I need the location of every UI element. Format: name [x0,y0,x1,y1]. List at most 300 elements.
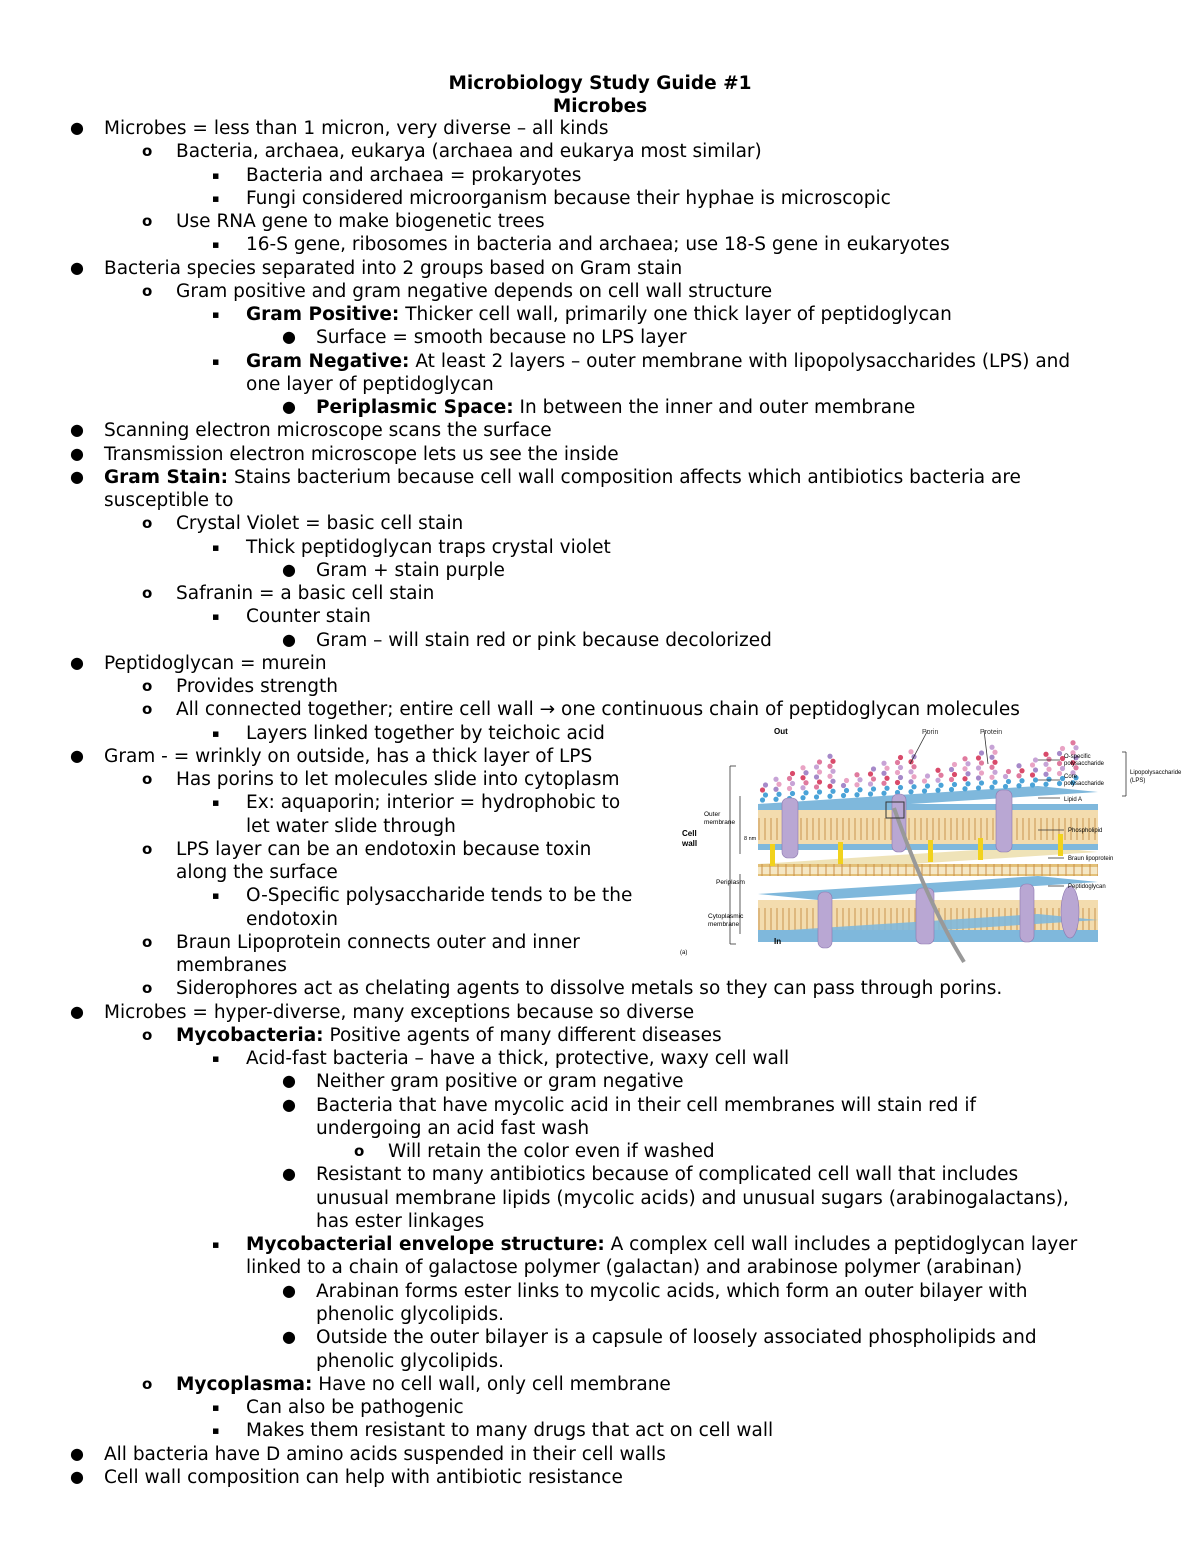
lps-bead [976,755,981,760]
lps-bead [895,760,900,765]
term-label: Mycobacterial envelope structure: [246,1234,605,1256]
list-item [104,1001,694,1024]
lps-bead [1016,763,1021,768]
list-item [316,1303,504,1326]
list-item [104,443,619,466]
lps-bead [935,778,940,783]
term-label: Mycoplasma: [176,1373,313,1395]
bullet-square-icon: ▪ [212,726,220,740]
lps-bead [1033,777,1038,782]
lps-bead [992,750,997,755]
label-braun: Braun lipoprotein [1068,856,1114,862]
list-item [176,140,762,163]
bullet-circle-icon: o [142,770,153,789]
list-item-text: phenolic glycolipids. [316,1350,504,1372]
list-item [316,1070,684,1093]
label-o-specific-2: polysaccharide [1064,761,1105,767]
list-item-text: has ester linkages [316,1210,485,1232]
bullet-circle-icon: o [142,839,153,858]
bullet-circle-icon: o [142,281,153,300]
lps-bead [800,775,805,780]
lps-bead [803,780,808,785]
list-item [104,1466,623,1489]
bullet-disc-icon: ● [282,397,296,417]
list-item-text: membranes [176,955,287,977]
list-item-text: Peptidoglycan = murein [104,652,327,674]
list-item-text: Microbes = less than 1 micron, very diverse – all kinds [104,118,609,139]
list-item [246,164,581,187]
lps-bead [1019,768,1024,773]
label-protein: Protein [980,729,1003,736]
lps-bead [1016,783,1021,788]
list-item [176,768,620,791]
lps-bead [949,767,954,772]
list-item [316,326,687,349]
lps-bead [868,771,873,776]
list-item-text: Fungi considered microorganism because their hyphae is microscopic [246,187,891,209]
list-item-text: along the surface [176,862,338,884]
list-item [246,303,952,326]
bullet-disc-icon: ● [282,559,296,579]
bullet-square-icon: ▪ [212,354,220,368]
list-item-text: one layer of peptidoglycan [246,373,494,395]
bullet-square-icon: ▪ [212,610,220,624]
lps-bead [938,783,943,788]
lps-bead [871,786,876,791]
lps-bead [962,766,967,771]
bullet-square-icon: ▪ [212,238,220,252]
list-item [246,350,1070,373]
bullet-circle-icon: o [142,1374,153,1393]
list-item [316,1350,504,1373]
list-item-text: Scanning electron microscope scans the surface [104,420,552,442]
label-cytoplasmic-membrane-1: Cytoplasmic [708,913,744,920]
lps-bead [1003,774,1008,779]
section-heading: Microbes [552,96,648,117]
list-item-text: All connected together; entire cell wall → one continuous chain of peptidoglycan molecules [176,699,1020,721]
lps-bead [898,765,903,770]
lps-bead [1030,762,1035,767]
lps-bead [1057,781,1062,786]
lps-bead [776,782,781,787]
list-item-text: undergoing an acid fast wash [316,1117,590,1139]
list-item [316,1163,1018,1186]
label-peptidoglycan: Peptidoglycan [1068,884,1106,890]
lps-bead [844,788,849,793]
lps-bead [1043,772,1048,777]
list-item [176,838,591,861]
lps-bead [908,749,913,754]
bullet-disc-icon: ● [70,1466,84,1486]
list-item-text: 16-S gene, ribosomes in bacteria and archaea; use 18-S gene in eukaryotes [246,234,950,256]
list-item-text: Thicker cell wall, primarily one thick layer of peptidoglycan [399,304,952,326]
lps-bead [922,788,927,793]
lps-bead [949,787,954,792]
lps-bead [898,775,903,780]
bullet-disc-icon: ● [282,1280,296,1300]
lps-bead [989,785,994,790]
bullet-circle-icon: o [142,677,153,696]
label-out: Out [774,727,788,736]
lps-bead [814,774,819,779]
list-item [316,559,505,582]
lps-bead [854,792,859,797]
list-item-text: Outside the outer bilayer is a capsule of loosely associated phospholipids and [316,1327,1037,1349]
bullet-square-icon: ▪ [212,1238,220,1252]
list-item [246,1047,789,1070]
list-item [176,977,1002,1000]
label-lps-2: (LPS) [1130,778,1146,784]
lps-bead [827,784,832,789]
list-item [104,745,592,768]
lps-bead [1043,782,1048,787]
list-item [316,1094,976,1117]
lps-bead [965,771,970,776]
bullet-circle-icon: o [142,932,153,951]
lps-bead [881,791,886,796]
lps-bead [814,784,819,789]
list-item [176,280,772,303]
list-item-text: Bacteria and archaea = prokaryotes [246,164,582,186]
bullet-disc-icon: ● [282,1094,296,1114]
bullet-disc-icon: ● [282,327,296,347]
list-item [104,489,233,512]
lps-bead [989,745,994,750]
lps-bead [1057,761,1062,766]
lps-bead [1057,771,1062,776]
lps-bead [922,778,927,783]
label-outer-membrane-2: membrane [704,819,736,826]
bullet-square-icon: ▪ [212,308,220,322]
lps-bead [938,773,943,778]
lps-bead [911,774,916,779]
label-porin: Porin [922,729,939,736]
lps-bead [911,764,916,769]
list-item-text: Gram - = wrinkly on outside, has a thick layer of LPS [104,745,593,767]
list-item [316,1187,1069,1210]
bullet-disc-icon: ● [70,652,84,672]
list-item [316,1117,589,1140]
bullet-circle-icon: o [142,979,153,998]
list-item [316,629,772,652]
lps-bead [925,783,930,788]
list-item-text: Cell wall composition can help with antibiotic resistance [104,1466,623,1488]
gram-negative-cell-envelope-figure [678,724,1198,964]
bullet-square-icon: ▪ [212,191,220,205]
bullet-disc-icon: ● [282,629,296,649]
lps-bead [817,759,822,764]
list-item [246,884,632,907]
lps-bead [1073,745,1078,750]
lps-bead [827,764,832,769]
lps-bead [1016,773,1021,778]
lps-bead [1033,767,1038,772]
lps-bead [1030,772,1035,777]
list-item [104,257,682,280]
lps-bead [895,770,900,775]
label-part: (a) [680,950,688,956]
label-lps-1: Lipopolysaccharide [1130,770,1182,776]
bullet-disc-icon: ● [70,257,84,277]
lps-bead [1030,782,1035,787]
bullet-disc-icon: ● [282,1071,296,1091]
list-item-text: Gram – will stain red or pink because decolorized [316,629,772,651]
lps-bead [925,773,930,778]
lps-bead [952,772,957,777]
list-item-text: Bacteria, archaea, eukarya (archaea and eukarya most similar) [176,141,762,163]
lps-bead [787,776,792,781]
lps-bead [803,770,808,775]
lps-bead [800,795,805,800]
lps-bead [992,770,997,775]
list-item [176,931,580,954]
lps-bead [979,770,984,775]
list-item [176,675,338,698]
lps-bead [952,782,957,787]
bullet-circle-icon: o [354,1142,365,1161]
lps-bead [1046,767,1051,772]
list-item-text: Transmission electron microscope lets us see the inside [104,443,619,465]
lps-bead [908,789,913,794]
lps-bead [763,792,768,797]
label-core-1: Core [1064,774,1078,780]
bullet-square-icon: ▪ [212,1052,220,1066]
term-label: Gram Positive: [246,304,400,326]
list-item [388,1140,715,1163]
lps-bead [830,779,835,784]
list-item-text: phenolic glycolipids. [316,1304,504,1325]
bullet-circle-icon: o [142,212,153,231]
list-item-text: Safranin = a basic cell stain [176,583,435,605]
lps-bead [949,777,954,782]
bullet-disc-icon: ● [282,1164,296,1184]
lps-bead [827,754,832,759]
list-item [246,233,950,256]
list-item [104,1443,666,1466]
bullet-circle-icon: o [142,584,153,603]
lps-bead [800,765,805,770]
bullet-square-icon: ▪ [212,168,220,182]
lps-bead [760,797,765,802]
list-item-text: Arabinan forms ester links to mycolic acids, which form an outer bilayer with [316,1280,1028,1302]
label-cell-wall-2: wall [682,839,698,848]
list-item-text: Siderophores act as chelating agents to dissolve metals so they can pass through porins. [176,978,1003,1000]
list-item [246,722,605,745]
lps-bead [827,774,832,779]
list-item-text: Resistant to many antibiotics because of complicated cell wall that includes [316,1164,1019,1186]
lps-bead [992,780,997,785]
lps-bead [1057,751,1062,756]
lps-bead [1003,784,1008,789]
lps-bead [790,781,795,786]
list-item-text: Neither gram positive or gram negative [316,1071,684,1093]
list-item [316,1210,484,1233]
lps-bead [871,766,876,771]
list-item-text: Acid-fast bacteria – have a thick, protective, waxy cell wall [246,1048,790,1070]
lps-bead [895,780,900,785]
label-cytoplasmic-membrane-2: membrane [708,921,740,928]
lps-bead [830,769,835,774]
list-item-text: Thick peptidoglycan traps crystal violet [246,536,611,558]
lps-bead [881,761,886,766]
lps-bead [844,778,849,783]
term-label: Gram Stain: [104,466,229,488]
list-item [246,815,456,838]
lps-bead [1070,740,1075,745]
lps-bead [800,785,805,790]
list-item-text: Braun Lipoprotein connects outer and inner [176,931,580,953]
lps-bead [976,775,981,780]
bullet-square-icon: ▪ [212,540,220,554]
label-outer-membrane-1: Outer [704,811,721,818]
lps-bead [908,769,913,774]
list-item-text: Has porins to let molecules slide into cytoplasm [176,769,620,791]
list-item [246,1396,464,1419]
lps-bead [841,783,846,788]
lps-bead [1043,752,1048,757]
lps-bead [989,775,994,780]
list-item [246,908,338,931]
bullet-disc-icon: ● [282,1327,296,1347]
lps-bead [773,787,778,792]
lps-bead [803,790,808,795]
label-periplasm: Periplasm [716,879,745,886]
lps-bead [854,772,859,777]
lps-bead [817,779,822,784]
lps-bead [979,780,984,785]
lps-bead [1046,757,1051,762]
list-item [104,117,608,140]
bullet-disc-icon: ● [70,466,84,486]
list-item-text: LPS layer can be an endotoxin because toxin [176,838,592,860]
lps-bead [1006,769,1011,774]
list-item-text: endotoxin [246,908,338,930]
list-item [176,698,1020,721]
bullet-disc-icon: ● [70,1443,84,1463]
lps-bead [976,765,981,770]
lps-bead [763,782,768,787]
list-item [246,536,611,559]
lps-bead [814,764,819,769]
list-item [246,1256,1022,1279]
lps-bead [814,794,819,799]
lps-bead [773,797,778,802]
lps-bead [790,771,795,776]
list-item [316,1326,1037,1349]
list-item-text: susceptible to [104,490,234,512]
lps-bead [841,793,846,798]
lps-bead [989,765,994,770]
list-item [246,1233,1077,1256]
lps-bead [884,776,889,781]
list-item-text: Use RNA gene to make biogenetic trees [176,211,545,233]
list-item-text: A complex cell wall includes a peptidoglycan layer [604,1234,1078,1256]
lps-bead [962,756,967,761]
bullet-square-icon: ▪ [212,1424,220,1438]
list-item-text: Crystal Violet = basic cell stain [176,513,464,535]
lps-bead [935,788,940,793]
list-item-text: Can also be pathogenic [246,1397,464,1419]
bullet-circle-icon: o [142,514,153,533]
list-item [176,954,287,977]
list-item-text: Surface = smooth because no LPS layer [316,327,687,349]
lps-bead [790,791,795,796]
lps-bead [857,787,862,792]
list-item [104,466,1021,489]
lps-bead [965,761,970,766]
list-item-text: Will retain the color even if washed [388,1141,715,1163]
list-item-text: unusual membrane lipids (mycolic acids) and unusual sugars (arabinogalactans), [316,1187,1069,1209]
list-item-text: At least 2 layers – outer membrane with lipopolysaccharides (LPS) and [409,350,1071,372]
list-item [316,1280,1028,1303]
list-item-text: Gram positive and gram negative depends on cell wall structure [176,280,773,302]
lps-bead [830,789,835,794]
list-item [176,512,463,535]
lps-bead [898,755,903,760]
lps-bead [817,789,822,794]
lps-bead [760,787,765,792]
list-item-text: Layers linked together by teichoic acid [246,722,605,744]
page-title: Microbiology Study Guide #1 [448,73,752,94]
bullet-disc-icon: ● [70,420,84,440]
term-label: Mycobacteria: [176,1024,324,1046]
lps-bead [868,781,873,786]
list-item [316,396,915,419]
lps-bead [1043,762,1048,767]
list-item [176,1024,722,1047]
list-item [246,373,494,396]
list-item-text: let water slide through [246,815,456,837]
list-item-text: Counter stain [246,606,371,628]
lps-bead [962,786,967,791]
bullet-square-icon: ▪ [212,1401,220,1415]
list-item-text: Microbes = hyper-diverse, many exceptions because so diverse [104,1001,695,1023]
list-item [104,652,327,675]
term-label: Periplasmic Space: [316,397,514,419]
term-label: Gram Negative: [246,350,410,372]
list-item [176,210,545,233]
lps-bead [952,762,957,767]
lps-bead [962,776,967,781]
bullet-disc-icon: ● [70,443,84,463]
list-item-text: Stains bacterium because cell wall composition affects which antibiotics bacteria are [228,466,1021,488]
list-item [246,187,891,210]
label-lipid-a: Lipid A [1064,797,1083,803]
bullet-circle-icon: o [142,1025,153,1044]
list-item-text: Provides strength [176,676,339,698]
bullet-square-icon: ▪ [212,796,220,810]
label-phospholipid: Phospholipid [1068,828,1103,834]
list-item-text: In between the inner and outer membrane [513,397,916,419]
lps-bead [908,779,913,784]
list-item [176,582,434,605]
list-item [246,605,371,628]
lps-bead [911,784,916,789]
lps-bead [871,776,876,781]
bullet-circle-icon: o [142,142,153,161]
lps-bead [787,786,792,791]
list-item-text: O-Specific polysaccharide tends to be the [246,885,633,907]
list-item-text: Bacteria that have mycolic acid in their cell membranes will stain red if [316,1094,977,1116]
list-item [246,791,620,814]
lps-bead [976,785,981,790]
list-item-text: Have no cell wall, only cell membrane [312,1373,671,1395]
lps-bead [776,792,781,797]
list-item-text: linked to a chain of galactose polymer (galactan) and arabinose polymer (arabinan) [246,1257,1023,1279]
list-item-text: Gram + stain purple [316,559,505,581]
list-item [176,861,338,884]
lps-bead [773,777,778,782]
